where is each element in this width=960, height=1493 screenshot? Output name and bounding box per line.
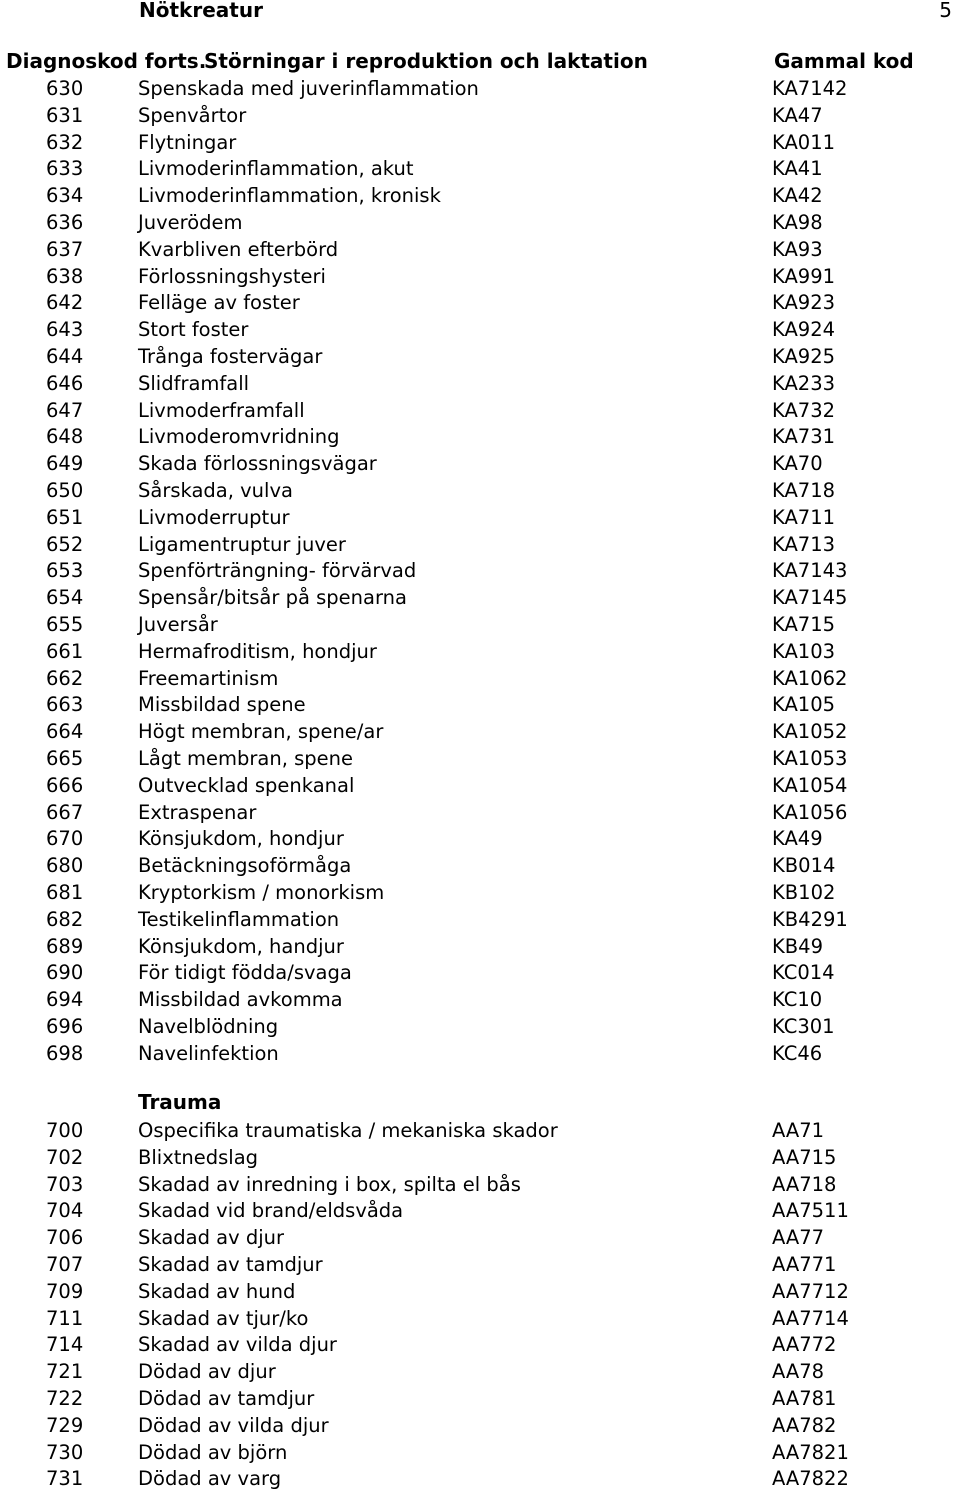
table-row xyxy=(0,290,960,317)
table-row xyxy=(0,666,960,693)
page-number: 5 xyxy=(939,0,952,22)
old-code: KA98 xyxy=(772,210,823,234)
diagnosis-description: Outvecklad spenkanal xyxy=(138,773,355,797)
table-row xyxy=(0,934,960,961)
page-header xyxy=(0,0,960,24)
diagnosis-code: 653 xyxy=(46,559,84,583)
old-code: KB49 xyxy=(772,934,823,958)
table-row xyxy=(0,237,960,264)
old-code: KA732 xyxy=(772,398,836,422)
diagnosis-description: Ligamentruptur juver xyxy=(138,532,346,556)
diagnosis-code: 696 xyxy=(46,1014,84,1038)
diagnosis-code: 646 xyxy=(46,371,84,395)
diagnosis-code: 700 xyxy=(46,1119,84,1142)
table-row xyxy=(0,156,960,183)
old-code: KA991 xyxy=(772,264,836,288)
table-row xyxy=(0,800,960,827)
diagnosis-description: Ospecifika traumatiska / mekaniska skador xyxy=(138,1119,558,1142)
table-row xyxy=(0,987,960,1014)
diagnosis-description: Trånga fostervägar xyxy=(138,344,323,368)
old-code: AA7822 xyxy=(772,1467,849,1491)
table-row xyxy=(0,210,960,237)
old-code: KC46 xyxy=(772,1041,823,1065)
old-code: AA718 xyxy=(772,1172,837,1196)
table-row xyxy=(0,1198,960,1225)
old-code: KB4291 xyxy=(772,907,848,931)
old-code: KA924 xyxy=(772,318,836,342)
old-code: KB102 xyxy=(772,880,836,904)
old-code: KA70 xyxy=(772,452,823,476)
table-row xyxy=(0,317,960,344)
diagnosis-description: Lågt membran, spene xyxy=(138,746,354,770)
diagnosis-description: Skadad vid brand/eldsvåda xyxy=(138,1199,404,1223)
old-code: KA1053 xyxy=(772,746,848,770)
table-row xyxy=(0,612,960,639)
old-code: KA713 xyxy=(772,532,836,556)
diagnosis-description: Skadad av hund xyxy=(138,1279,296,1303)
diagnosis-code: 711 xyxy=(46,1306,84,1330)
diagnosis-code: 644 xyxy=(46,344,84,368)
diagnosis-code: 648 xyxy=(46,425,84,449)
diagnosis-description: Spensår/bitsår på spenarna xyxy=(138,586,407,610)
old-code: KA923 xyxy=(772,291,836,315)
table-row xyxy=(0,719,960,746)
diagnosis-description: Livmoderframfall xyxy=(138,398,305,422)
diagnosis-description: Spenskada med juverinflammation xyxy=(138,77,479,100)
old-code: AA77 xyxy=(772,1226,825,1250)
diagnosis-description: Blixtnedslag xyxy=(138,1145,259,1169)
diagnosis-code: 721 xyxy=(46,1360,84,1384)
table-row xyxy=(0,1145,960,1172)
diagnosis-description: Betäckningsoförmåga xyxy=(138,854,352,878)
diagnosis-description: Spenvårtor xyxy=(138,103,247,127)
table-row xyxy=(0,1413,960,1440)
old-code: AA771 xyxy=(772,1252,837,1276)
table-row xyxy=(0,1041,960,1068)
diagnosis-code: 665 xyxy=(46,746,84,770)
diagnosis-description: Livmoderruptur xyxy=(138,505,290,529)
trauma-section-title: Trauma xyxy=(138,1090,222,1114)
table-row xyxy=(0,183,960,210)
diagnosis-code: 682 xyxy=(46,907,84,931)
diagnosis-description: Skadad av tjur/ko xyxy=(138,1306,309,1330)
table-row xyxy=(0,264,960,291)
old-code-heading: Gammal kod xyxy=(774,49,914,73)
diagnosis-code: 647 xyxy=(46,398,84,422)
diagnosis-description: För tidigt födda/svaga xyxy=(138,961,352,985)
table-row xyxy=(0,1440,960,1467)
diagnosis-code: 650 xyxy=(46,478,84,502)
diagnosis-code: 634 xyxy=(46,184,84,208)
diagnosis-description: Kvarbliven efterbörd xyxy=(138,237,339,261)
diagnosis-code: 706 xyxy=(46,1226,84,1250)
old-code: AA7714 xyxy=(772,1306,849,1330)
old-code: AA71 xyxy=(772,1119,825,1142)
diagnosis-description: Juversår xyxy=(138,612,218,636)
old-code: KA7143 xyxy=(772,559,848,583)
old-code: AA715 xyxy=(772,1145,837,1169)
table-row xyxy=(0,532,960,559)
diagnosis-code: 714 xyxy=(46,1333,84,1357)
diagnosis-code: 722 xyxy=(46,1386,84,1410)
diagnosis-description: Spenförträngning- förvärvad xyxy=(138,559,417,583)
old-code: KA103 xyxy=(772,639,836,663)
old-code: KA233 xyxy=(772,371,836,395)
diagnosis-code: 631 xyxy=(46,103,84,127)
table-row xyxy=(0,1252,960,1279)
diagnosis-description: Juverödem xyxy=(138,210,243,234)
table-row xyxy=(0,505,960,532)
diagnosis-description: Navelblödning xyxy=(138,1014,279,1038)
old-code: AA782 xyxy=(772,1413,837,1437)
diagnosis-code: 704 xyxy=(46,1199,84,1223)
diagnosis-code: 698 xyxy=(46,1041,84,1065)
table-row xyxy=(0,853,960,880)
old-code: AA78 xyxy=(772,1360,825,1384)
diagnosis-code: 680 xyxy=(46,854,84,878)
old-code: KA1056 xyxy=(772,800,848,824)
table-row xyxy=(0,344,960,371)
diagnosis-code: 703 xyxy=(46,1172,84,1196)
diagnosis-description: Felläge av foster xyxy=(138,291,300,315)
table-row xyxy=(0,130,960,157)
diagnosis-description: Skadad av vilda djur xyxy=(138,1333,337,1357)
old-code: KC301 xyxy=(772,1014,835,1038)
diagnosis-description: Sårskada, vulva xyxy=(138,478,293,502)
old-code: KA1054 xyxy=(772,773,848,797)
table-row xyxy=(0,1225,960,1252)
diagnosis-description: Flytningar xyxy=(138,130,237,154)
diagnosis-description: Slidframfall xyxy=(138,371,250,395)
table-row xyxy=(0,103,960,130)
old-code: AA772 xyxy=(772,1333,837,1357)
old-code: KA731 xyxy=(772,425,836,449)
old-code: KA1062 xyxy=(772,666,848,690)
diagnosis-code: 630 xyxy=(46,77,84,100)
diagnosis-code: 655 xyxy=(46,612,84,636)
diagnosis-description: Freemartinism xyxy=(138,666,279,690)
diagnosis-description: Skadad av tamdjur xyxy=(138,1252,323,1276)
old-code: KA7142 xyxy=(772,77,848,100)
column-heading-row xyxy=(0,49,960,75)
old-code: KA49 xyxy=(772,827,823,851)
diagnosis-code: 666 xyxy=(46,773,84,797)
table-row xyxy=(0,76,960,103)
table-row xyxy=(0,1332,960,1359)
old-code: AA7821 xyxy=(772,1440,849,1464)
diagnosis-code: 667 xyxy=(46,800,84,824)
table-row xyxy=(0,1306,960,1333)
old-code: KA715 xyxy=(772,612,836,636)
diagnosis-description: Dödad av djur xyxy=(138,1360,276,1384)
old-code: AA7712 xyxy=(772,1279,849,1303)
page-title: Nötkreatur xyxy=(139,0,263,22)
old-code: KA925 xyxy=(772,344,836,368)
table-row xyxy=(0,398,960,425)
table-row xyxy=(0,424,960,451)
diagnosis-code: 731 xyxy=(46,1467,84,1491)
old-code: KA1052 xyxy=(772,720,848,744)
diagnosis-code: 638 xyxy=(46,264,84,288)
section-heading: Störningar i reproduktion och laktation xyxy=(204,49,648,73)
table-row xyxy=(0,558,960,585)
table-row xyxy=(0,371,960,398)
diagnosis-code: 702 xyxy=(46,1145,84,1169)
diagnosis-description: Missbildad spene xyxy=(138,693,306,717)
diagnosis-description: Dödad av varg xyxy=(138,1467,282,1491)
table-row xyxy=(0,1466,960,1493)
diagnosis-code-heading: Diagnoskod forts. xyxy=(6,49,207,73)
table-row xyxy=(0,773,960,800)
diagnosis-description: Livmoderinflammation, akut xyxy=(138,157,414,181)
diagnosis-code: 690 xyxy=(46,961,84,985)
old-code: KA93 xyxy=(772,237,823,261)
diagnosis-description: Livmoderinflammation, kronisk xyxy=(138,184,441,208)
diagnosis-description: Stort foster xyxy=(138,318,249,342)
diagnosis-code: 643 xyxy=(46,318,84,342)
diagnosis-code: 689 xyxy=(46,934,84,958)
old-code: KA105 xyxy=(772,693,836,717)
diagnosis-description: Hermafroditism, hondjur xyxy=(138,639,377,663)
table-row xyxy=(0,960,960,987)
diagnosis-code: 633 xyxy=(46,157,84,181)
diagnosis-description: Könsjukdom, hondjur xyxy=(138,827,344,851)
old-code: AA781 xyxy=(772,1386,837,1410)
diagnosis-description: Extraspenar xyxy=(138,800,257,824)
table-row xyxy=(0,1118,960,1145)
old-code: KC014 xyxy=(772,961,835,985)
table-row xyxy=(0,692,960,719)
diagnosis-code: 636 xyxy=(46,210,84,234)
old-code: KA47 xyxy=(772,103,823,127)
diagnosis-description: Livmoderomvridning xyxy=(138,425,340,449)
diagnosis-code: 709 xyxy=(46,1279,84,1303)
diagnosis-description: Högt membran, spene/ar xyxy=(138,720,384,744)
diagnosis-code: 663 xyxy=(46,693,84,717)
table-row xyxy=(0,1359,960,1386)
diagnosis-code: 681 xyxy=(46,880,84,904)
diagnosis-description: Testikelinflammation xyxy=(138,907,340,931)
diagnosis-code: 670 xyxy=(46,827,84,851)
table-row xyxy=(0,1386,960,1413)
diagnosis-code: 651 xyxy=(46,505,84,529)
table-row xyxy=(0,585,960,612)
old-code: KA7145 xyxy=(772,586,848,610)
diagnosis-code: 730 xyxy=(46,1440,84,1464)
diagnosis-code: 662 xyxy=(46,666,84,690)
diagnosis-description: Skada förlossningsvägar xyxy=(138,452,377,476)
table-row xyxy=(0,1279,960,1306)
table-row xyxy=(0,880,960,907)
old-code: KA718 xyxy=(772,478,836,502)
diagnosis-description: Kryptorkism / monorkism xyxy=(138,880,385,904)
table-row xyxy=(0,1014,960,1041)
diagnosis-description: Könsjukdom, handjur xyxy=(138,934,344,958)
diagnosis-code: 661 xyxy=(46,639,84,663)
diagnosis-code: 694 xyxy=(46,988,84,1012)
diagnosis-description: Skadad av djur xyxy=(138,1226,285,1250)
diagnosis-code: 652 xyxy=(46,532,84,556)
old-code: KC10 xyxy=(772,988,823,1012)
diagnosis-code: 632 xyxy=(46,130,84,154)
old-code: KA711 xyxy=(772,505,836,529)
old-code: KA011 xyxy=(772,130,836,154)
table-row xyxy=(0,1172,960,1199)
old-code: KB014 xyxy=(772,854,836,878)
old-code: AA7511 xyxy=(772,1199,849,1223)
diagnosis-description: Dödad av björn xyxy=(138,1440,288,1464)
old-code: KA41 xyxy=(772,157,823,181)
diagnosis-description: Skadad av inredning i box, spilta el bås xyxy=(138,1172,521,1196)
diagnosis-code: 637 xyxy=(46,237,84,261)
table-row xyxy=(0,746,960,773)
trauma-table xyxy=(0,1118,960,1493)
table-row xyxy=(0,826,960,853)
table-row xyxy=(0,639,960,666)
table-row xyxy=(0,451,960,478)
table-row xyxy=(0,907,960,934)
diagnosis-description: Förlossningshysteri xyxy=(138,264,326,288)
diagnosis-code: 664 xyxy=(46,720,84,744)
diagnosis-code: 649 xyxy=(46,452,84,476)
diagnosis-description: Missbildad avkomma xyxy=(138,988,343,1012)
diagnosis-code: 707 xyxy=(46,1252,84,1276)
diagnosis-code: 729 xyxy=(46,1413,84,1437)
table-row xyxy=(0,478,960,505)
diagnosis-description: Dödad av vilda djur xyxy=(138,1413,329,1437)
diagnosis-description: Dödad av tamdjur xyxy=(138,1386,315,1410)
diagnosis-code: 642 xyxy=(46,291,84,315)
diagnosis-description: Navelinfektion xyxy=(138,1041,279,1065)
old-code: KA42 xyxy=(772,184,823,208)
diagnosis-code: 654 xyxy=(46,586,84,610)
reproduction-table xyxy=(0,76,960,1067)
